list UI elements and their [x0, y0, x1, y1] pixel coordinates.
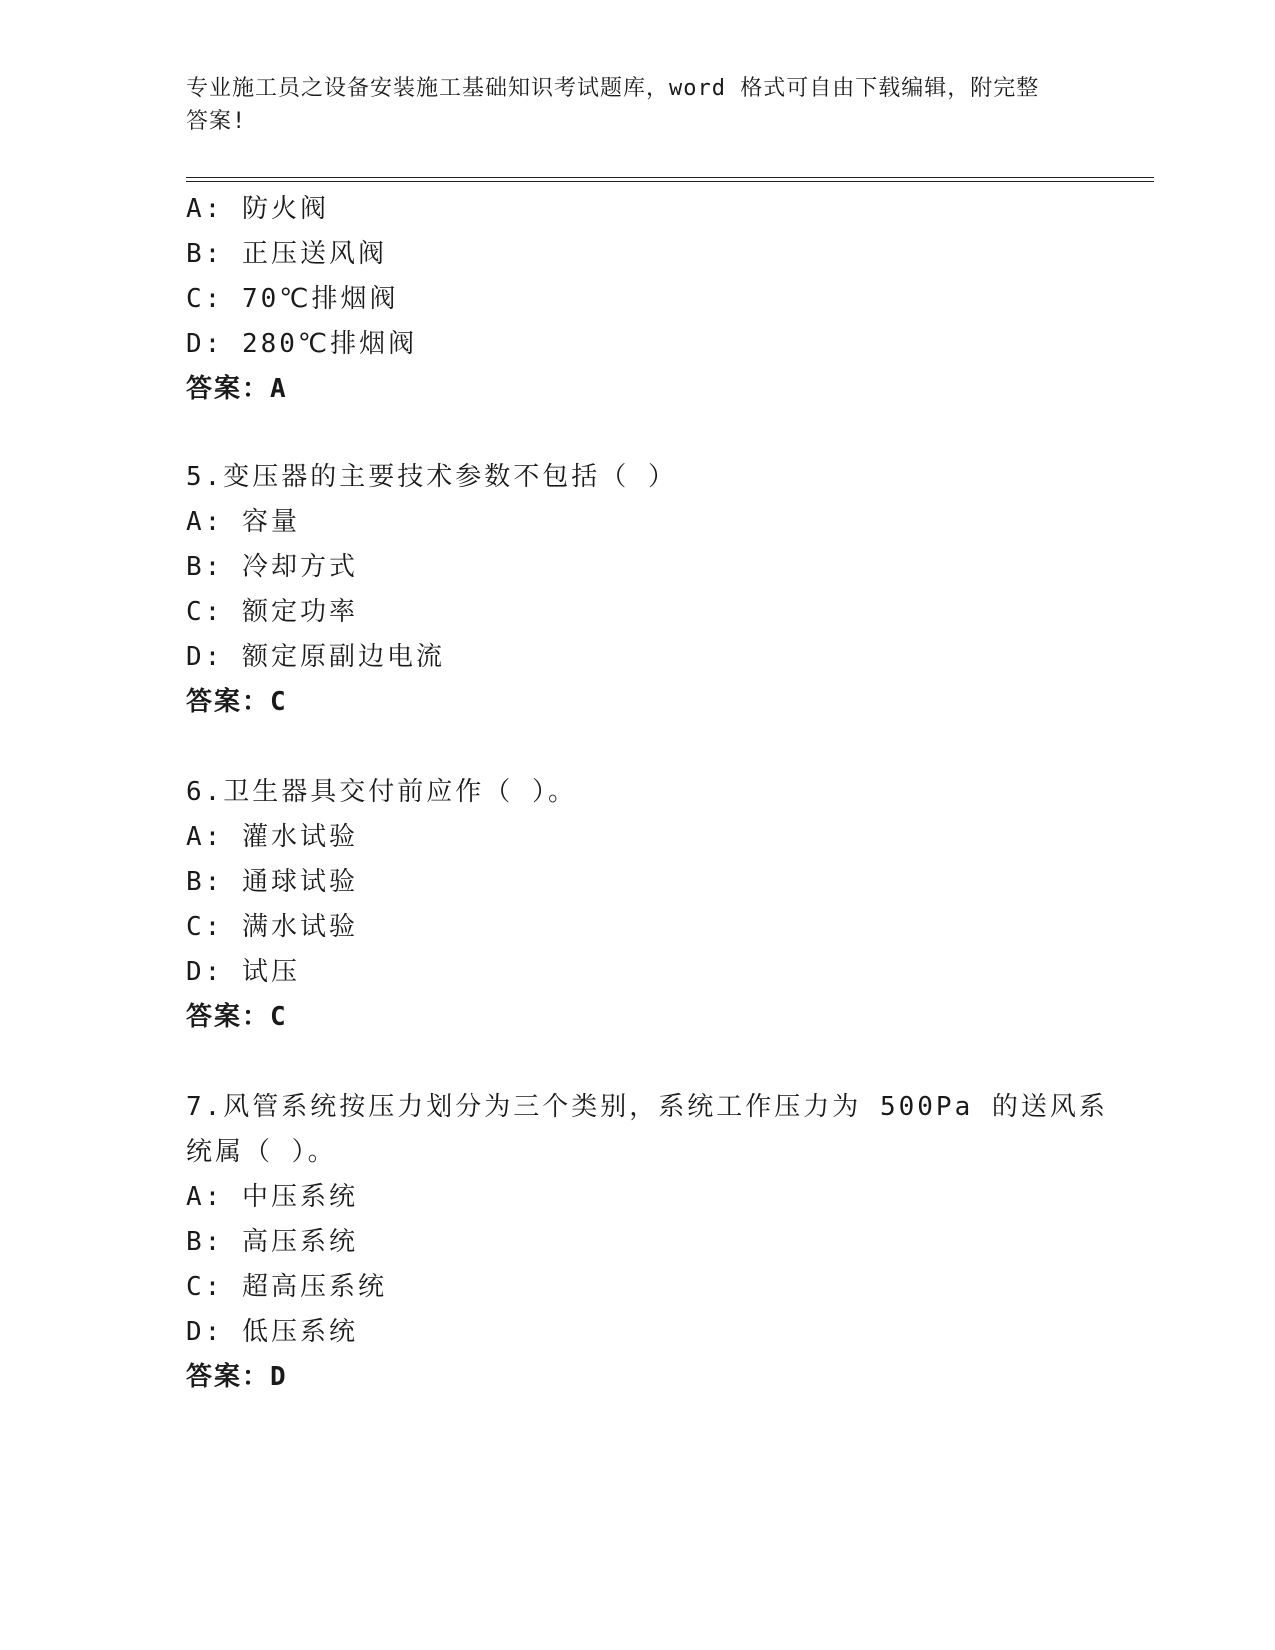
- q7-option-b: B: 高压系统: [186, 1227, 358, 1257]
- q7-stem-line-1: 7.风管系统按压力划分为三个类别，系统工作压力为 500Pa 的送风系: [186, 1092, 1108, 1122]
- q4-option-a: A: 防火阀: [186, 194, 329, 224]
- header-divider-top: [186, 177, 1154, 178]
- q4-option-c: C: 70℃排烟阀: [186, 284, 399, 314]
- q7-option-a: A: 中压系统: [186, 1182, 358, 1212]
- document-header: 专业施工员之设备安装施工基础知识考试题库，word 格式可自由下载编辑，附完整答案!: [186, 76, 1040, 134]
- q5-option-b: B: 冷却方式: [186, 552, 358, 582]
- q5-option-c: C: 额定功率: [186, 597, 358, 627]
- q7-stem-line-2: 统属（ ）。: [186, 1137, 337, 1167]
- q6-answer: 答案：C: [186, 1002, 288, 1032]
- q4-answer: 答案：A: [186, 374, 288, 404]
- q6-option-b: B: 通球试验: [186, 867, 358, 897]
- q6-option-c: C: 满水试验: [186, 912, 358, 942]
- q7-option-d: D: 低压系统: [186, 1317, 358, 1347]
- q7-answer: 答案：D: [186, 1362, 288, 1392]
- q7-option-c: C: 超高压系统: [186, 1272, 387, 1302]
- q5-option-d: D: 额定原副边电流: [186, 642, 445, 672]
- header-divider-bottom: [186, 181, 1154, 182]
- q6-option-d: D: 试压: [186, 957, 300, 987]
- q6-stem: 6.卫生器具交付前应作（ ）。: [186, 777, 577, 807]
- q5-answer: 答案：C: [186, 687, 288, 717]
- q5-option-a: A: 容量: [186, 507, 300, 537]
- q4-option-b: B: 正压送风阀: [186, 239, 387, 269]
- q6-option-a: A: 灌水试验: [186, 822, 358, 852]
- q4-option-d: D: 280℃排烟阀: [186, 329, 418, 359]
- q5-stem: 5.变压器的主要技术参数不包括（ ）: [186, 462, 677, 492]
